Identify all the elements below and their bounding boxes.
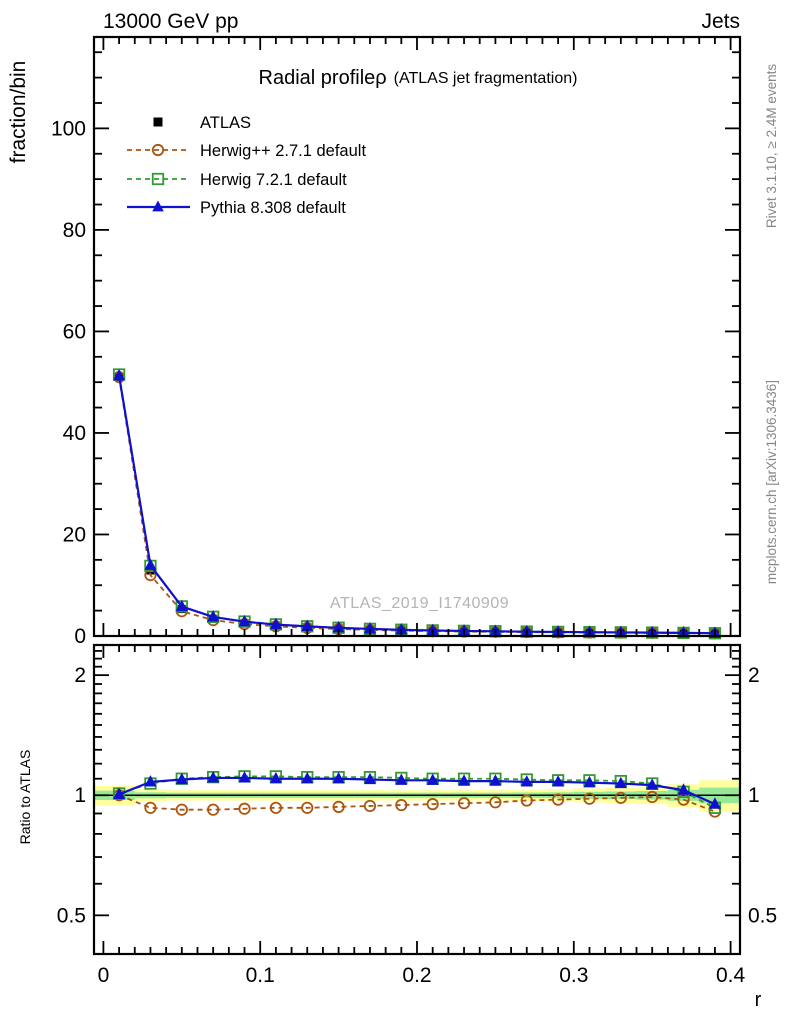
legend [127, 114, 366, 217]
ratio-y-axis-label: Ratio to ATLAS [17, 749, 33, 845]
x-tick-label: 0.1 [245, 964, 275, 987]
x-tick-label: 0.4 [715, 964, 746, 987]
main-y-tick-label: 0 [74, 625, 86, 648]
main-y-tick-label: 80 [62, 218, 86, 242]
legend-item [127, 199, 346, 217]
ratio-y-tick-label-left: 0.5 [56, 904, 86, 928]
legend-item-label: Herwig 7.2.1 default [200, 171, 347, 189]
chart-render-layer [51, 37, 777, 987]
ratio-y-tick-label-left: 2 [74, 664, 86, 688]
plot-title-paren: (ATLAS jet fragmentation) [393, 70, 578, 87]
main-panel-frame [94, 37, 740, 636]
legend-item [127, 171, 347, 189]
data-point-marker [301, 772, 313, 783]
legend-item-label: Pythia 8.308 default [200, 199, 346, 217]
main-y-tick-label: 20 [62, 523, 86, 547]
axis-tick-labels [51, 117, 777, 987]
rivet-version-label: Rivet 3.1.10, ≥ 2.4M events [764, 63, 779, 229]
ratio-y-tick-label-right: 2 [748, 664, 760, 688]
jets-label: Jets [701, 10, 740, 33]
ratio-y-tick-label-left: 1 [74, 784, 86, 808]
ratio-y-tick-label-right: 0.5 [748, 904, 778, 928]
x-tick-label: 0.2 [402, 964, 432, 987]
x-tick-label: 0 [97, 964, 110, 987]
analysis-watermark: ATLAS_2019_I1740909 [330, 595, 510, 612]
x-axis-label: r [754, 989, 762, 1011]
main-y-tick-label: 60 [62, 320, 86, 344]
main-y-axis-label: fraction/bin [7, 60, 30, 164]
plot-title [259, 67, 578, 89]
x-tick-label: 0.3 [559, 964, 589, 987]
legend-item [127, 142, 366, 160]
data-point-marker [238, 771, 250, 782]
ratio-y-tick-label-right: 1 [748, 784, 760, 808]
axis-ticks [94, 37, 740, 954]
data-point-marker [154, 118, 163, 127]
plot-title-main: Radial profileρ [258, 67, 387, 89]
legend-item-label: Herwig++ 2.7.1 default [200, 142, 367, 160]
legend-item [154, 114, 252, 132]
beam-energy-label: 13000 GeV pp [103, 10, 239, 33]
mcplots-reference-label: mcplots.cern.ch [arXiv:1306.3436] [764, 379, 779, 585]
main-y-tick-label: 40 [62, 421, 86, 445]
legend-item-label: ATLAS [200, 114, 252, 132]
main-y-tick-label: 100 [50, 117, 86, 141]
